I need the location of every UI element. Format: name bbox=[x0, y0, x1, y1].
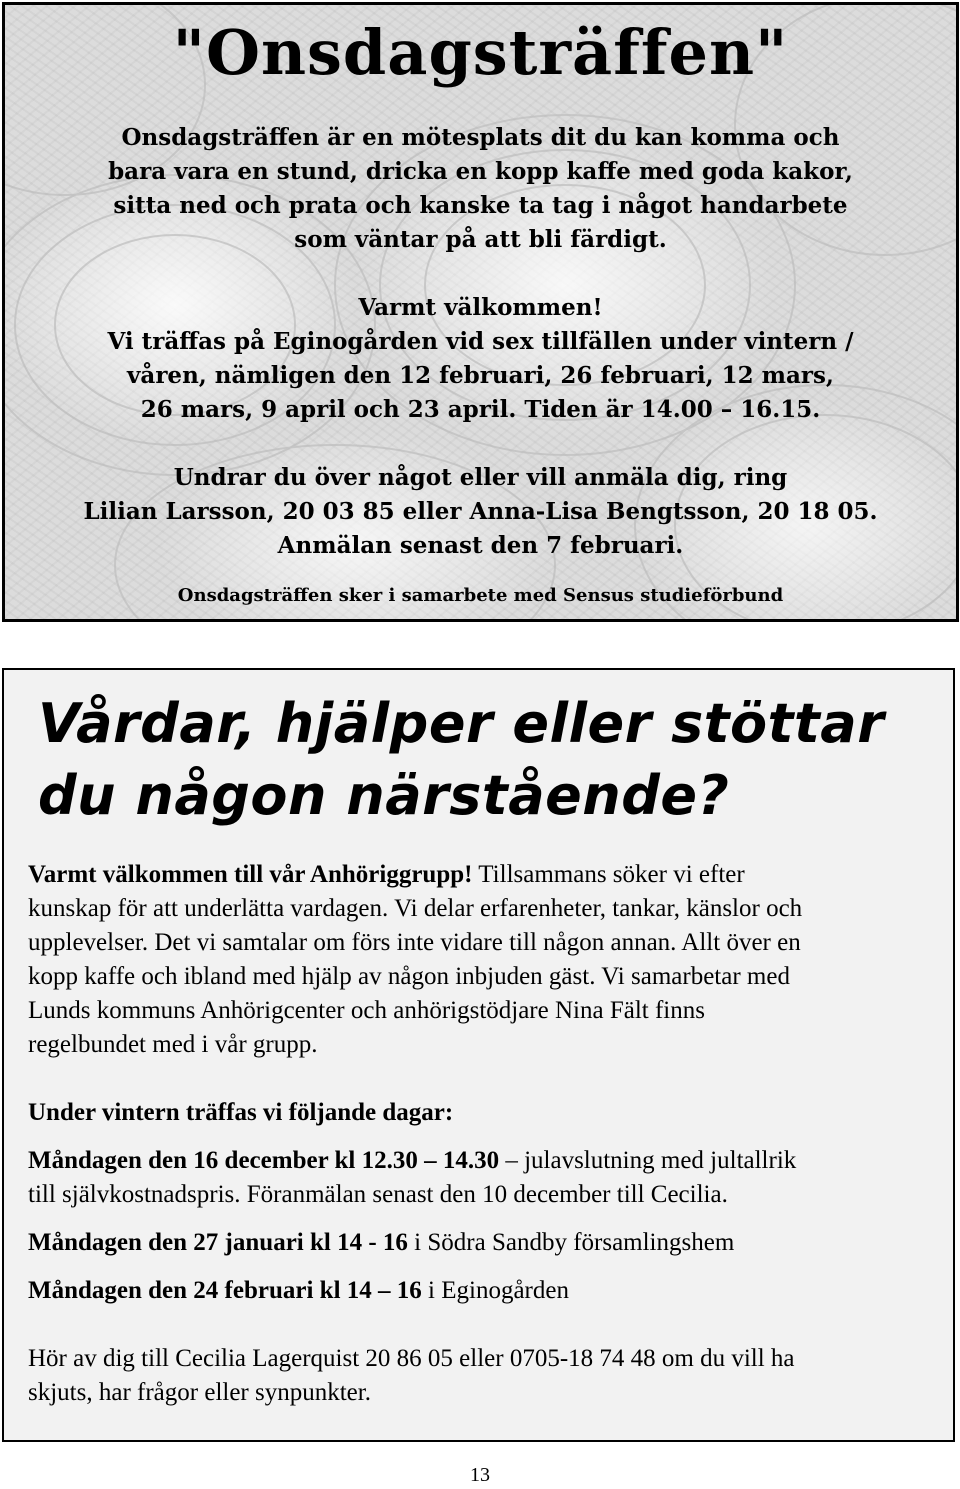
text-line: Vi träffas på Eginogården vid sex tillfällen under vintern / bbox=[107, 328, 854, 355]
section-heading bbox=[38, 688, 884, 832]
meeting-date: Måndagen den 16 december kl 12.30 – 14.30 bbox=[28, 1147, 500, 1174]
heading-line: du någon närstående? bbox=[38, 764, 730, 827]
text-line: Undrar du över något eller vill anmäla dig, ring bbox=[173, 464, 788, 491]
text-line: 26 mars, 9 april och 23 april. Tiden är 14.00 – 16.15. bbox=[140, 396, 821, 423]
page-number: 13 bbox=[470, 1464, 490, 1486]
intro-paragraph bbox=[5, 121, 956, 257]
intro-bold: Varmt välkommen till vår Anhöriggrupp! bbox=[28, 861, 473, 888]
text-line: Hör av dig till Cecilia Lagerquist 20 86 05 eller 0705-18 74 48 om du vill ha bbox=[28, 1345, 795, 1372]
contact-paragraph bbox=[28, 1342, 928, 1410]
meeting-detail: – julavslutning med jultallrik bbox=[499, 1147, 797, 1174]
text-line: kunskap för att underlätta vardagen. Vi delar erfarenheter, tankar, känslor och bbox=[28, 895, 803, 922]
text-line: kopp kaffe och ibland med hjälp av någon inbjuden gäst. Vi samarbetar med bbox=[28, 963, 790, 990]
text-line: upplevelser. Det vi samtalar om förs inte vidare till någon annan. Allt över en bbox=[28, 929, 801, 956]
text-line: Tillsammans söker vi efter bbox=[472, 861, 745, 888]
days-heading: Under vintern träffas vi följande dagar: bbox=[28, 1099, 454, 1126]
meeting-date: Måndagen den 27 januari kl 14 - 16 bbox=[28, 1229, 408, 1256]
welcome-line: Varmt välkommen! bbox=[358, 294, 603, 321]
text-line: Lunds kommuns Anhörigcenter och anhörigstödjare Nina Fält finns bbox=[28, 997, 705, 1024]
meeting-day-3 bbox=[28, 1274, 928, 1308]
contact-paragraph bbox=[5, 461, 956, 563]
heading-line: Vårdar, hjälper eller stöttar bbox=[38, 692, 885, 755]
anhoriggrupp-box bbox=[2, 668, 955, 1442]
text-line: Onsdagsträffen är en mötesplats dit du kan komma och bbox=[121, 124, 840, 151]
text-line: som väntar på att bli färdigt. bbox=[294, 226, 667, 253]
text-line: våren, nämligen den 12 februari, 26 februari, 12 mars, bbox=[127, 362, 834, 389]
schedule-paragraph bbox=[5, 291, 956, 427]
page-title: "Onsdagsträffen" bbox=[172, 16, 789, 89]
text-line: sitta ned och prata och kanske ta tag i något handarbete bbox=[113, 192, 848, 219]
meeting-day-1 bbox=[28, 1144, 928, 1212]
meeting-detail: i Eginogården bbox=[421, 1277, 569, 1304]
text-line: Lilian Larsson, 20 03 85 eller Anna-Lisa Bengtsson, 20 18 05. bbox=[83, 498, 878, 525]
onsdagstraffen-box bbox=[2, 2, 959, 622]
meeting-detail: i Södra Sandby församlingshem bbox=[407, 1229, 735, 1256]
text-line: skjuts, har frågor eller synpunkter. bbox=[28, 1379, 371, 1406]
collaboration-note: Onsdagsträffen sker i samarbete med Sensus studieförbund bbox=[177, 585, 784, 606]
text-line: bara vara en stund, dricka en kopp kaffe med goda kakor, bbox=[108, 158, 853, 185]
text-line: Anmälan senast den 7 februari. bbox=[277, 532, 684, 559]
text-line: regelbundet med i vår grupp. bbox=[28, 1031, 318, 1058]
meeting-day-2 bbox=[28, 1226, 928, 1260]
meeting-date: Måndagen den 24 februari kl 14 – 16 bbox=[28, 1277, 422, 1304]
intro-paragraph bbox=[28, 858, 928, 1062]
meeting-detail: till självkostnadspris. Föranmälan senast den 10 december till Cecilia. bbox=[28, 1181, 728, 1208]
